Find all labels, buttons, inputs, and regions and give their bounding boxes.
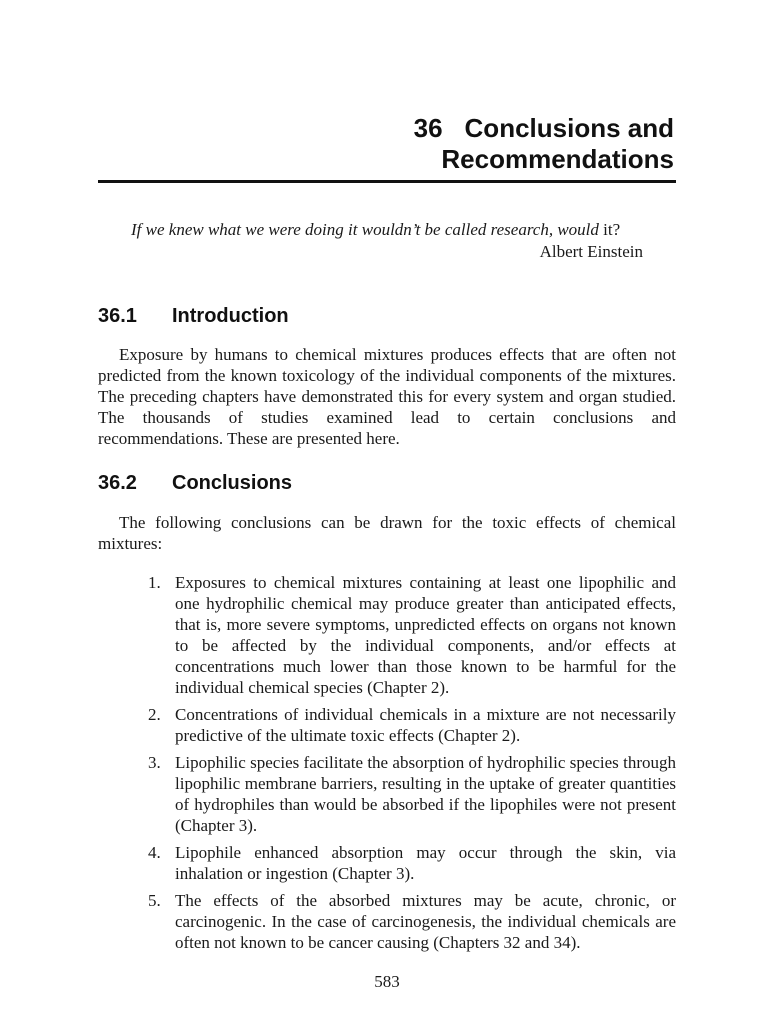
section-title: Conclusions [172,472,293,494]
list-item [148,752,676,836]
list-item-number: 5. [148,891,161,910]
list-item-number: 3. [148,753,161,772]
section-title: Introduction [172,305,289,327]
list-item-number: 4. [148,843,161,862]
epigraph-quote-italic: If we knew what we were doing it wouldn’t be called research, would [131,220,599,239]
section-number: 36.2 [98,472,137,494]
section-number: 36.1 [98,305,137,327]
list-item-text: The effects of the absorbed mixtures may be acute, chronic, or carcinogenic. In the case of carcinogenesis, the individual chemicals are often not known to be cancer causing (Chapters 32 and 34). [175,891,676,952]
list-item-number: 1. [148,573,161,592]
chapter-title-line1: Conclusions and [464,113,674,143]
section-heading-conclusions [98,471,292,495]
chapter-title-line2: Recommendations [441,144,674,174]
list-item [148,842,676,884]
epigraph [131,219,643,262]
list-item [148,890,676,953]
list-item-text: Lipophile enhanced absorption may occur through the skin, via inhalation or ingestion (Chapter 3). [175,843,676,883]
introduction-paragraph: Exposure by humans to chemical mixtures produces effects that are often not predicted from the known toxicology of the individual components of the mixtures. The preceding chapters have demonstrated this for every system and organ studied. The thousands of studies examined lead to certain conclusions and recommendations. These are presented here. [98,345,676,448]
epigraph-quote-end: it? [598,220,621,239]
list-item [148,572,676,698]
epigraph-quote [131,219,643,240]
list-item-number: 2. [148,705,161,724]
list-item-text: Concentrations of individual chemicals in a mixture are not necessarily predictive of the ultimate toxic effects (Chapter 2). [175,705,676,745]
epigraph-author: Albert Einstein [539,242,643,261]
page-number: 583 [374,972,400,991]
conclusions-intro-paragraph: The following conclusions can be drawn for the toxic effects of chemical mixtures: [98,513,676,553]
conclusions-list [148,572,676,959]
chapter-title [414,113,674,175]
list-item [148,704,676,746]
section-heading-introduction [98,304,289,328]
chapter-number: 36 [413,113,443,143]
list-item-text: Lipophilic species facilitate the absorption of hydrophilic species through lipophilic membrane barriers, resulting in the uptake of greater quantities of hydrophiles than would be absorbed if the lipophiles were not present (Chapter 3). [175,753,676,835]
list-item-text: Exposures to chemical mixtures containing at least one lipophilic and one hydrophilic chemical may produce greater than anticipated effects, that is, more severe symptoms, unpredicted effects on organs not known to be affected by the individual components, and/or effects at concentrations much lower than those known to be harmful for the individual chemical species (Chapter 2). [175,573,676,697]
title-divider [98,180,676,183]
book-page [98,0,676,1024]
